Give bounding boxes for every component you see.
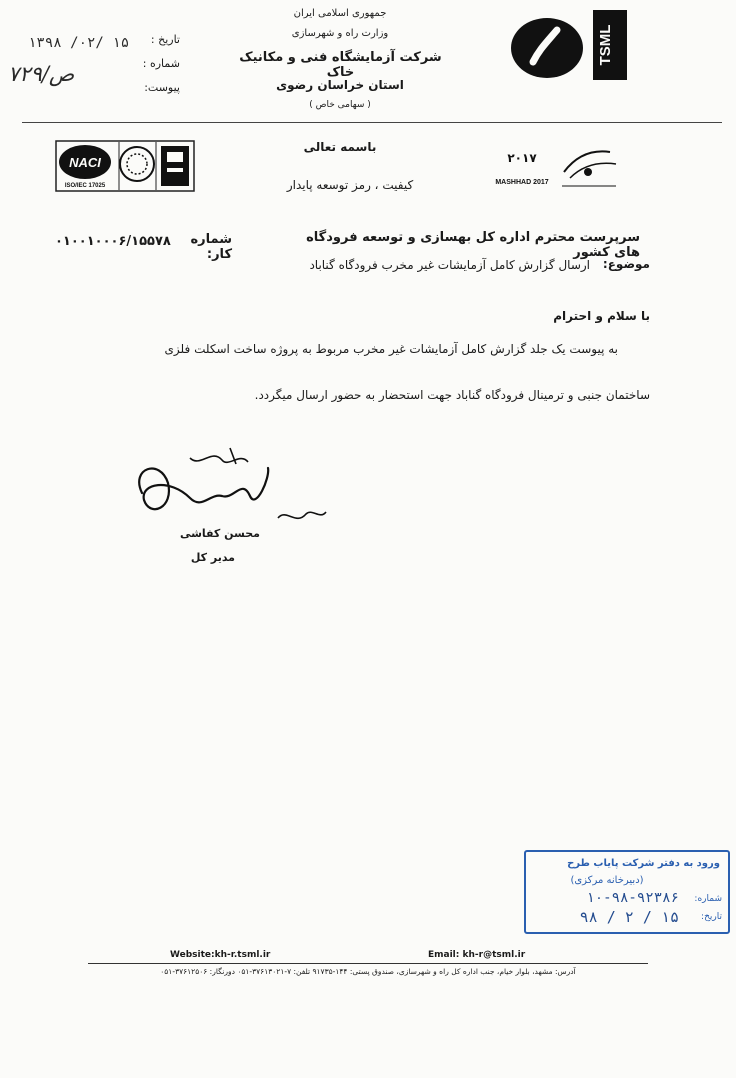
recipient-line: سرپرست محترم اداره کل بهسازی و توسعه فرودگاه های کشور (306, 230, 640, 260)
handwritten-signature (130, 438, 330, 538)
stamp-number-value: ۱۰-۹۸-۹۲۳۸۶ (586, 890, 679, 906)
subject-text: ارسال گزارش کامل آزمایشات غیر مخرب فرودگاه گناباد (309, 258, 590, 272)
government-line: جمهوری اسلامی ایران (293, 8, 387, 19)
reference-number: ۰۱۰۰۱۰۰۰۶/۱۵۵۷۸ (55, 234, 171, 249)
company-type: ( سهامی خاص ) (309, 100, 371, 110)
reference-label: شماره کار: (190, 232, 232, 262)
footer-divider (88, 963, 648, 964)
header-divider (22, 122, 722, 123)
body-paragraph-line-1: به پیوست یک جلد گزارش کامل آزمایشات غیر مخرب مربوط به پروژه ساخت اسکلت فلزی (164, 342, 618, 356)
subject-label: موضوع: (602, 257, 650, 271)
bismillah: باسمه تعالی (303, 140, 377, 154)
naci-label: NACI (69, 155, 101, 170)
iso-label: ISO/IEC 17025 (64, 183, 106, 189)
logo-text: TSML (597, 24, 614, 66)
stamp-date-value: ۹۸ / ۲ / ۱۵ (579, 908, 679, 926)
ministry-line: وزارت راه و شهرسازی (291, 28, 389, 39)
stamp-title: ورود به دفتر شرکت پایاب طرح (567, 858, 720, 869)
signer-name: محسن کفاشی (179, 527, 260, 540)
mashhad-2017-badge (492, 142, 622, 190)
body-paragraph-line-2: ساختمان جنبی و ترمینال فرودگاه گناباد جهت استحضار به حضور ارسال میگردد. (254, 388, 650, 402)
attachment-label: پیوست: (144, 81, 180, 94)
province-line: استان خراسان رضوی (276, 78, 404, 92)
mashhad-year: ۲۰۱۷ (507, 151, 537, 165)
handwritten-letter-number: ص/۷۲۹ (8, 62, 75, 86)
certification-logos (55, 140, 195, 192)
signer-title: مدیر کل (190, 551, 235, 564)
stamp-date-label: تاریخ: (701, 912, 722, 922)
company-name: شرکت آزمایشگاه فنی و مکانیک خاک (239, 50, 442, 80)
receipt-stamp (524, 850, 730, 934)
motto: کیفیت ، رمز توسعه پایدار (286, 178, 414, 192)
footer-website: Website:kh-r.tsml.ir (170, 950, 271, 960)
footer-email: Email: kh-r@tsml.ir (428, 950, 526, 960)
stamp-number-label: شماره: (694, 894, 722, 904)
date-label: تاریخ : (150, 33, 180, 46)
stamp-subtitle: (دبیرخانه مرکزی) (570, 875, 644, 886)
greeting: با سلام و احترام (553, 309, 650, 323)
mashhad-label: MASHHAD 2017 (495, 179, 549, 186)
handwritten-date: ۱۳۹۸ /۰۲/ ۱۵ (28, 35, 130, 51)
number-label: شماره : (142, 57, 180, 70)
footer-address: آدرس: مشهد، بلوار خیام، جنب اداره کل راه و شهرسازی، صندوق پستی: ۱۴۴-۹۱۷۳۵ تلفن: ۷-۳۷۶۱۳۰۲۱-۰۵۱ دورنگار: ۳۷۶۱۲۵۰۶-۰۵۱ (160, 967, 576, 976)
tsml-logo (505, 10, 627, 80)
